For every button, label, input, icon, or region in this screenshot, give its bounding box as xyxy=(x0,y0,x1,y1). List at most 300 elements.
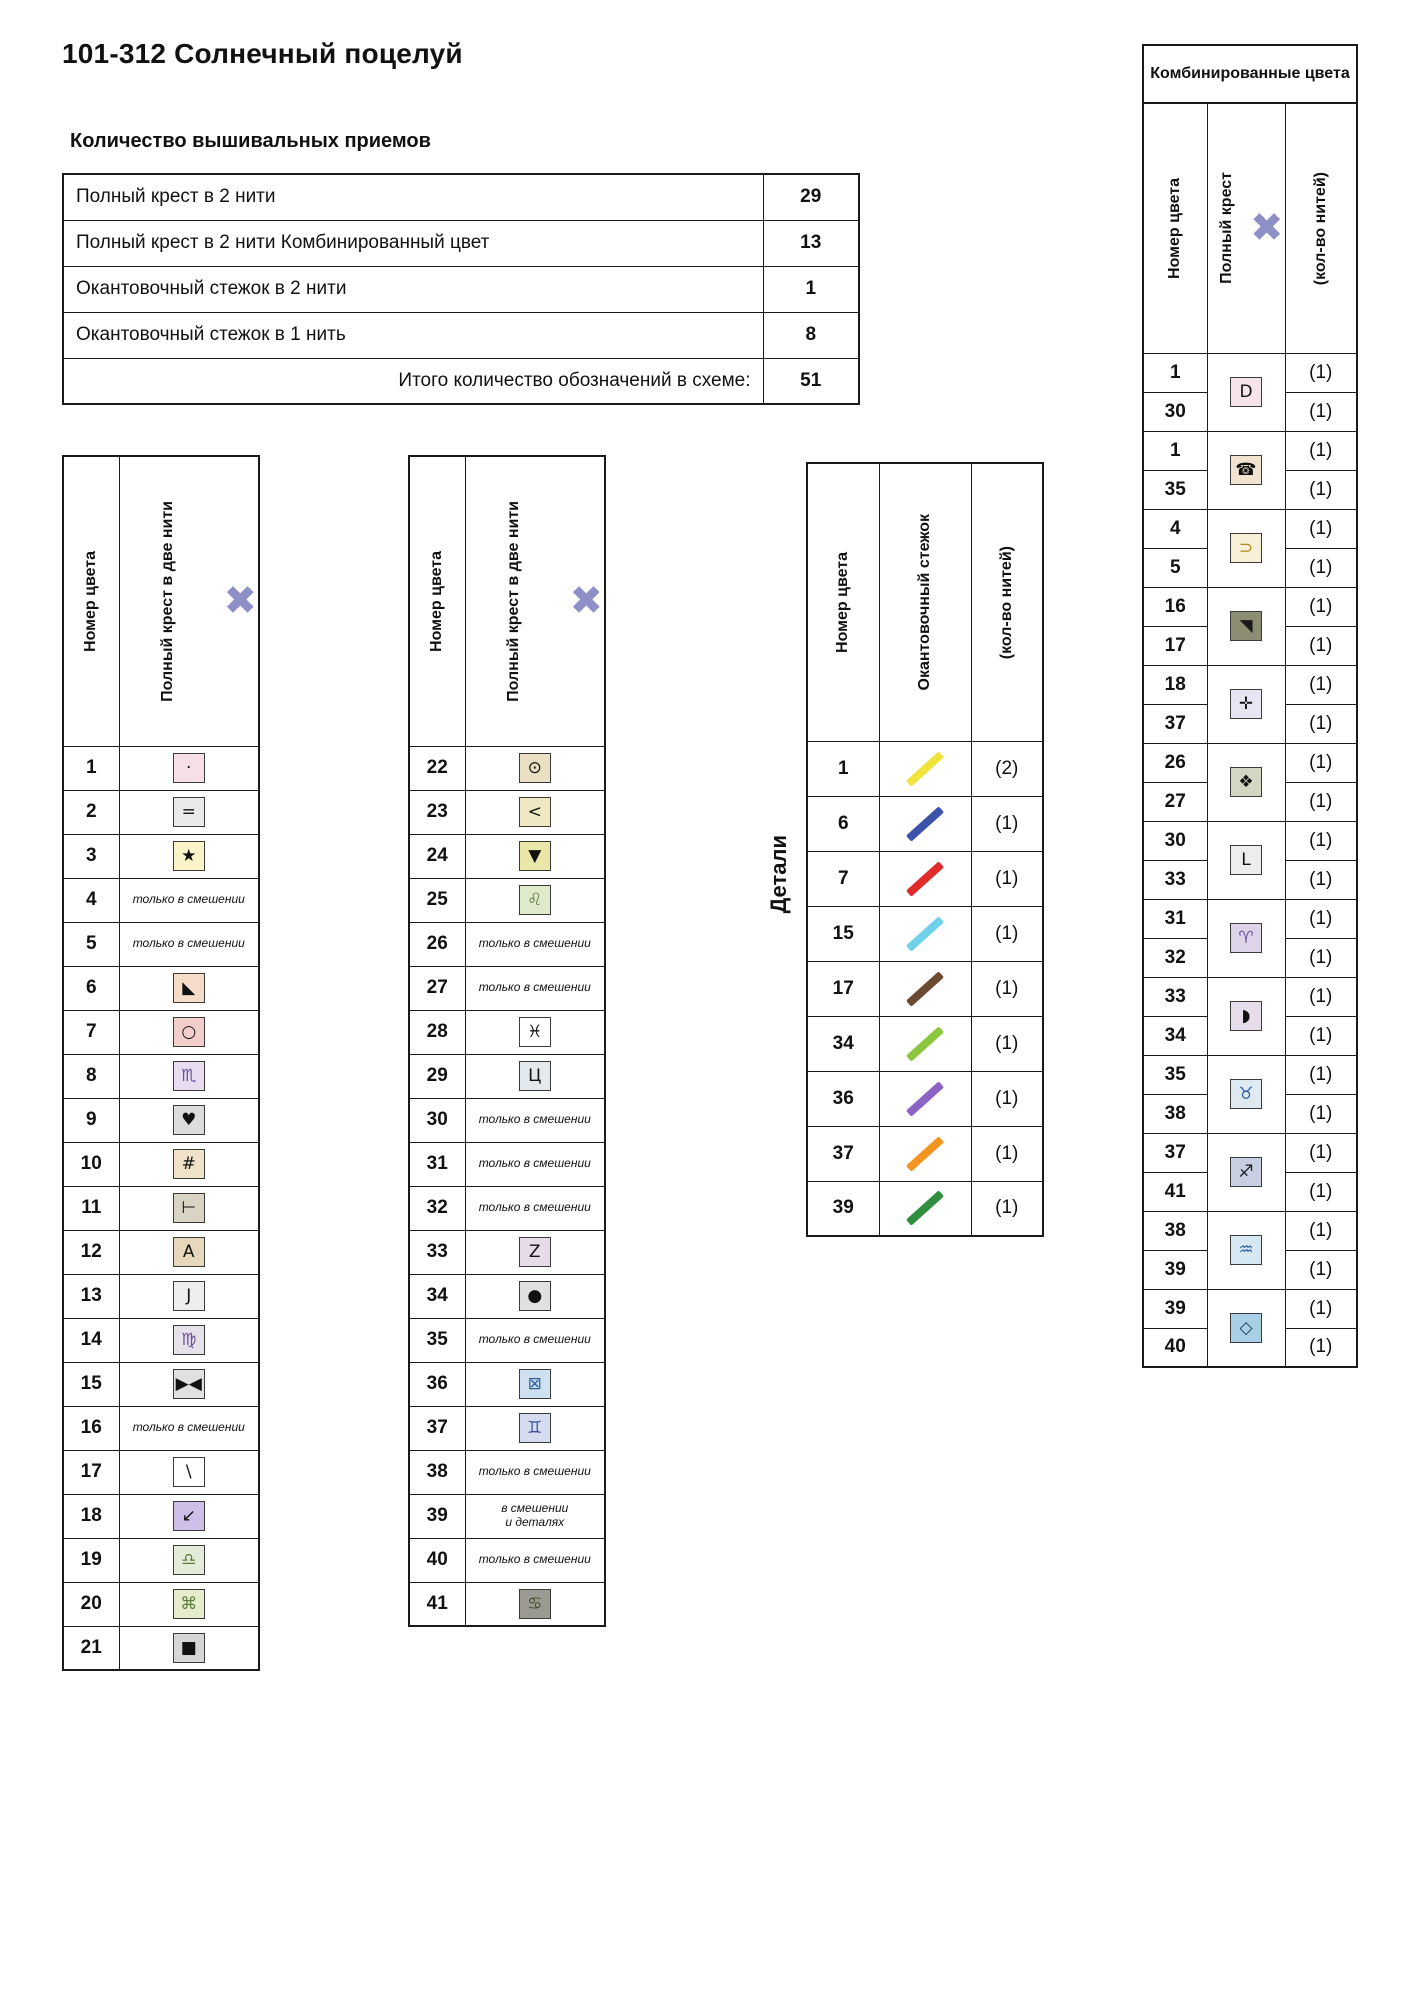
table-row xyxy=(63,1274,259,1318)
mix-only-note: только в смешении xyxy=(465,1142,605,1186)
thread-count-cell: (2) xyxy=(971,741,1043,796)
table-row xyxy=(409,1538,605,1582)
thread-count-cell: (1) xyxy=(1285,743,1357,782)
table-row xyxy=(807,741,1043,796)
legend-table-1 xyxy=(62,455,260,1671)
stitch-symbol-icon: ▼ xyxy=(519,841,551,871)
color-number-cell: 16 xyxy=(63,1406,119,1450)
symbol-chip xyxy=(119,1362,259,1406)
color-number-cell: 1 xyxy=(1143,353,1207,392)
color-number-cell: 17 xyxy=(63,1450,119,1494)
table-row xyxy=(63,266,859,312)
header-color-number-2: Номер цвета xyxy=(409,456,465,746)
stitch-symbol-icon: ♊ xyxy=(519,1413,551,1443)
thread-count-cell: (1) xyxy=(1285,587,1357,626)
thread-count-cell: (1) xyxy=(1285,977,1357,1016)
color-number-cell: 4 xyxy=(1143,509,1207,548)
color-number-cell: 37 xyxy=(807,1126,879,1181)
color-number-cell: 10 xyxy=(63,1142,119,1186)
symbol-chip xyxy=(119,1098,259,1142)
symbol-chip xyxy=(119,1274,259,1318)
thread-count-cell: (1) xyxy=(1285,1094,1357,1133)
table-row xyxy=(409,790,605,834)
color-number-cell: 28 xyxy=(409,1010,465,1054)
stitch-symbol-icon: Z xyxy=(519,1237,551,1267)
thread-count-cell: (1) xyxy=(1285,353,1357,392)
stitch-symbol-icon: ■ xyxy=(173,1633,205,1663)
stitch-symbol-icon: ★ xyxy=(173,841,205,871)
thread-count-cell: (1) xyxy=(1285,821,1357,860)
stitch-count-summary-table xyxy=(62,173,860,405)
table-row xyxy=(807,796,1043,851)
thread-count-cell: (1) xyxy=(1285,782,1357,821)
table-row xyxy=(1143,1211,1357,1250)
color-number-cell: 6 xyxy=(807,796,879,851)
mix-only-note: только в смешении xyxy=(119,878,259,922)
symbol-chip xyxy=(1207,1133,1285,1211)
mix-only-note: только в смешении xyxy=(465,1186,605,1230)
stitch-symbol-icon: ♐ xyxy=(1230,1157,1262,1187)
table-row xyxy=(63,1230,259,1274)
symbol-chip xyxy=(465,1054,605,1098)
stitch-symbol-icon: < xyxy=(519,797,551,827)
color-number-cell: 24 xyxy=(409,834,465,878)
color-number-cell: 36 xyxy=(409,1362,465,1406)
table-row xyxy=(63,1406,259,1450)
stitch-symbol-icon: ⊠ xyxy=(519,1369,551,1399)
symbol-chip xyxy=(1207,977,1285,1055)
symbol-chip xyxy=(465,1362,605,1406)
symbol-chip xyxy=(1207,431,1285,509)
color-number-cell: 30 xyxy=(1143,821,1207,860)
details-table xyxy=(806,462,1044,1237)
stitch-symbol-icon: ⊃ xyxy=(1230,533,1262,563)
table-row xyxy=(63,312,859,358)
table-row xyxy=(1143,899,1357,938)
stitch-symbol-icon: A xyxy=(173,1237,205,1267)
color-number-cell: 39 xyxy=(409,1494,465,1538)
table-row xyxy=(63,790,259,834)
symbol-chip xyxy=(465,1406,605,1450)
edging-stitch-swatch xyxy=(879,851,971,906)
table-row xyxy=(1143,977,1357,1016)
table-row xyxy=(63,1626,259,1670)
stitch-line-icon xyxy=(906,916,944,951)
thread-count-cell: (1) xyxy=(1285,470,1357,509)
thread-count-cell: (1) xyxy=(1285,860,1357,899)
color-number-cell: 27 xyxy=(409,966,465,1010)
table-row xyxy=(63,1318,259,1362)
header-thread-count-combined: (кол-во нитей) xyxy=(1285,103,1357,353)
stitch-symbol-icon: ♎ xyxy=(173,1545,205,1575)
edging-stitch-swatch xyxy=(879,796,971,851)
symbol-chip xyxy=(1207,1055,1285,1133)
color-number-cell: 15 xyxy=(807,906,879,961)
color-number-cell: 2 xyxy=(63,790,119,834)
table-row xyxy=(1143,1289,1357,1328)
color-number-cell: 15 xyxy=(63,1362,119,1406)
symbol-chip xyxy=(119,1054,259,1098)
stitch-line-icon xyxy=(906,1026,944,1061)
thread-count-cell: (1) xyxy=(1285,938,1357,977)
table-row xyxy=(409,966,605,1010)
color-number-cell: 39 xyxy=(1143,1250,1207,1289)
thread-count-cell: (1) xyxy=(1285,509,1357,548)
table-row xyxy=(1143,1133,1357,1172)
color-number-cell: 7 xyxy=(807,851,879,906)
color-number-cell: 8 xyxy=(63,1054,119,1098)
stitch-symbol-icon: ⊢ xyxy=(173,1193,205,1223)
color-number-cell: 5 xyxy=(63,922,119,966)
table-row xyxy=(409,1230,605,1274)
symbol-chip xyxy=(465,790,605,834)
symbol-chip xyxy=(119,1582,259,1626)
color-number-cell: 20 xyxy=(63,1582,119,1626)
summary-label: Полный крест в 2 нити Комбинированный цвет xyxy=(63,220,763,266)
table-row xyxy=(807,1071,1043,1126)
symbol-chip xyxy=(1207,821,1285,899)
color-number-cell: 40 xyxy=(409,1538,465,1582)
stitch-symbol-icon: ❖ xyxy=(1230,767,1262,797)
table-row xyxy=(63,174,859,220)
summary-label: Полный крест в 2 нити xyxy=(63,174,763,220)
symbol-chip xyxy=(119,1010,259,1054)
thread-count-cell: (1) xyxy=(1285,704,1357,743)
color-number-cell: 13 xyxy=(63,1274,119,1318)
stitch-symbol-icon: Ц xyxy=(519,1061,551,1091)
symbol-chip xyxy=(119,1142,259,1186)
symbol-chip xyxy=(119,834,259,878)
summary-value: 1 xyxy=(763,266,859,312)
combined-colors-header: Комбинированные цвета xyxy=(1142,44,1358,102)
stitch-symbol-icon: L xyxy=(1230,845,1262,875)
thread-count-cell: (1) xyxy=(1285,431,1357,470)
table-row xyxy=(1143,509,1357,548)
mix-only-note: только в смешении xyxy=(465,922,605,966)
symbol-chip xyxy=(119,1318,259,1362)
edging-stitch-swatch xyxy=(879,1181,971,1236)
color-number-cell: 17 xyxy=(1143,626,1207,665)
stitch-symbol-icon: ◥ xyxy=(1230,611,1262,641)
symbol-chip xyxy=(465,1274,605,1318)
color-number-cell: 1 xyxy=(807,741,879,796)
color-number-cell: 37 xyxy=(1143,1133,1207,1172)
mix-only-note: только в смешении xyxy=(465,966,605,1010)
color-number-cell: 30 xyxy=(1143,392,1207,431)
table-row xyxy=(409,1450,605,1494)
mix-and-details-note: в смешении и деталях xyxy=(465,1494,605,1538)
symbol-chip xyxy=(1207,353,1285,431)
color-number-cell: 26 xyxy=(409,922,465,966)
summary-value: 13 xyxy=(763,220,859,266)
table-row xyxy=(409,1274,605,1318)
color-number-cell: 35 xyxy=(409,1318,465,1362)
table-row xyxy=(63,1054,259,1098)
stitch-line-icon xyxy=(906,751,944,786)
table-row xyxy=(409,878,605,922)
table-row xyxy=(63,1494,259,1538)
edging-stitch-swatch xyxy=(879,1071,971,1126)
color-number-cell: 31 xyxy=(409,1142,465,1186)
table-row xyxy=(409,834,605,878)
mix-only-note: только в смешении xyxy=(119,922,259,966)
color-number-cell: 34 xyxy=(807,1016,879,1071)
table-row xyxy=(63,358,859,404)
thread-count-cell: (1) xyxy=(1285,1328,1357,1367)
stitch-symbol-icon: ♒ xyxy=(1230,1235,1262,1265)
thread-count-cell: (1) xyxy=(1285,548,1357,587)
table-row xyxy=(409,1186,605,1230)
section-subtitle: Количество вышивальных приемов xyxy=(70,130,431,152)
stitch-symbol-icon: \ xyxy=(173,1457,205,1487)
table-row xyxy=(1143,353,1357,392)
color-number-cell: 25 xyxy=(409,878,465,922)
legend-table-2 xyxy=(408,455,606,1627)
symbol-chip xyxy=(119,966,259,1010)
stitch-symbol-icon: ♋ xyxy=(519,1589,551,1619)
table-row xyxy=(409,1010,605,1054)
table-row xyxy=(1143,743,1357,782)
symbol-chip xyxy=(119,746,259,790)
stitch-symbol-icon: ☎ xyxy=(1230,455,1262,485)
thread-count-cell: (1) xyxy=(1285,1133,1357,1172)
table-row xyxy=(409,746,605,790)
summary-value: 51 xyxy=(763,358,859,404)
color-number-cell: 18 xyxy=(1143,665,1207,704)
stitch-symbol-icon: ♍ xyxy=(173,1325,205,1355)
table-row xyxy=(409,1494,605,1538)
color-number-cell: 19 xyxy=(63,1538,119,1582)
symbol-chip xyxy=(119,1626,259,1670)
stitch-line-icon xyxy=(906,1081,944,1116)
symbol-chip xyxy=(119,1186,259,1230)
stitch-symbol-icon: · xyxy=(173,753,205,783)
thread-count-cell: (1) xyxy=(1285,1172,1357,1211)
color-number-cell: 33 xyxy=(1143,860,1207,899)
stitch-symbol-icon: ⌘ xyxy=(173,1589,205,1619)
summary-value: 8 xyxy=(763,312,859,358)
thread-count-cell: (1) xyxy=(971,906,1043,961)
details-label: Детали xyxy=(766,835,791,914)
color-number-cell: 30 xyxy=(409,1098,465,1142)
table-row xyxy=(63,1098,259,1142)
table-row xyxy=(409,1582,605,1626)
color-number-cell: 14 xyxy=(63,1318,119,1362)
symbol-chip xyxy=(465,1230,605,1274)
table-row xyxy=(63,922,259,966)
table-row xyxy=(807,1016,1043,1071)
header-full-cross-1: Полный крест в две нити ✖ xyxy=(119,456,259,746)
symbol-chip xyxy=(1207,509,1285,587)
color-number-cell: 21 xyxy=(63,1626,119,1670)
color-number-cell: 41 xyxy=(1143,1172,1207,1211)
table-row xyxy=(63,1142,259,1186)
header-full-cross-combined: Полный крест ✖ xyxy=(1207,103,1285,353)
table-row xyxy=(409,1098,605,1142)
header-color-number-1: Номер цвета xyxy=(63,456,119,746)
stitch-line-icon xyxy=(906,806,944,841)
symbol-chip xyxy=(465,746,605,790)
stitch-symbol-icon: ▶◀ xyxy=(173,1369,205,1399)
symbol-chip xyxy=(119,1494,259,1538)
table-row xyxy=(807,1126,1043,1181)
color-number-cell: 40 xyxy=(1143,1328,1207,1367)
thread-count-cell: (1) xyxy=(1285,1055,1357,1094)
color-number-cell: 23 xyxy=(409,790,465,834)
stitch-symbol-icon: ♓ xyxy=(519,1017,551,1047)
symbol-chip xyxy=(119,1230,259,1274)
table-row xyxy=(1143,1055,1357,1094)
mix-only-note: только в смешении xyxy=(119,1406,259,1450)
symbol-chip xyxy=(119,1538,259,1582)
color-number-cell: 17 xyxy=(807,961,879,1016)
combined-colors-table xyxy=(1142,102,1358,1368)
edging-stitch-swatch xyxy=(879,1016,971,1071)
stitch-line-icon xyxy=(906,861,944,896)
thread-count-cell: (1) xyxy=(1285,665,1357,704)
color-number-cell: 36 xyxy=(807,1071,879,1126)
color-number-cell: 37 xyxy=(409,1406,465,1450)
stitch-symbol-icon: ↙ xyxy=(173,1501,205,1531)
symbol-chip xyxy=(1207,899,1285,977)
thread-count-cell: (1) xyxy=(1285,1289,1357,1328)
edging-stitch-swatch xyxy=(879,961,971,1016)
thread-count-cell: (1) xyxy=(1285,899,1357,938)
color-number-cell: 27 xyxy=(1143,782,1207,821)
thread-count-cell: (1) xyxy=(1285,626,1357,665)
table-row xyxy=(1143,665,1357,704)
stitch-symbol-icon: ◇ xyxy=(1230,1313,1262,1343)
color-number-cell: 32 xyxy=(409,1186,465,1230)
summary-label: Окантовочный стежок в 2 нити xyxy=(63,266,763,312)
table-row xyxy=(63,1186,259,1230)
stitch-symbol-icon: ○ xyxy=(173,1017,205,1047)
color-number-cell: 38 xyxy=(1143,1211,1207,1250)
thread-count-cell: (1) xyxy=(971,796,1043,851)
edging-stitch-swatch xyxy=(879,906,971,961)
table-row xyxy=(409,1406,605,1450)
table-row xyxy=(409,1142,605,1186)
summary-value: 29 xyxy=(763,174,859,220)
color-number-cell: 7 xyxy=(63,1010,119,1054)
color-number-cell: 32 xyxy=(1143,938,1207,977)
mix-only-note: только в смешении xyxy=(465,1450,605,1494)
stitch-symbol-icon: J xyxy=(173,1281,205,1311)
table-row xyxy=(1143,431,1357,470)
mix-only-note: только в смешении xyxy=(465,1098,605,1142)
table-row xyxy=(63,220,859,266)
cross-stitch-icon: ✖ xyxy=(223,578,257,625)
thread-count-cell: (1) xyxy=(1285,1211,1357,1250)
color-number-cell: 31 xyxy=(1143,899,1207,938)
thread-count-cell: (1) xyxy=(971,851,1043,906)
color-number-cell: 12 xyxy=(63,1230,119,1274)
table-row xyxy=(807,1181,1043,1236)
table-row xyxy=(409,1362,605,1406)
stitch-symbol-icon: = xyxy=(173,797,205,827)
table-row xyxy=(63,966,259,1010)
stitch-symbol-icon: ♈ xyxy=(1230,923,1262,953)
color-number-cell: 33 xyxy=(409,1230,465,1274)
symbol-chip xyxy=(465,834,605,878)
color-number-cell: 34 xyxy=(409,1274,465,1318)
symbol-chip xyxy=(465,1010,605,1054)
symbol-chip xyxy=(465,878,605,922)
thread-count-cell: (1) xyxy=(1285,1016,1357,1055)
header-thread-count-details: (кол-во нитей) xyxy=(971,463,1043,741)
stitch-symbol-icon: ♉ xyxy=(1230,1079,1262,1109)
mix-only-note: только в смешении xyxy=(465,1318,605,1362)
table-row xyxy=(1143,821,1357,860)
symbol-chip xyxy=(1207,1211,1285,1289)
table-row xyxy=(63,1362,259,1406)
stitch-symbol-icon: ♥ xyxy=(173,1105,205,1135)
color-number-cell: 35 xyxy=(1143,470,1207,509)
table-row xyxy=(63,834,259,878)
color-number-cell: 11 xyxy=(63,1186,119,1230)
color-number-cell: 4 xyxy=(63,878,119,922)
table-row xyxy=(63,746,259,790)
table-row xyxy=(409,1318,605,1362)
thread-count-cell: (1) xyxy=(971,1126,1043,1181)
color-number-cell: 3 xyxy=(63,834,119,878)
symbol-chip xyxy=(1207,665,1285,743)
header-color-number-details: Номер цвета xyxy=(807,463,879,741)
color-number-cell: 22 xyxy=(409,746,465,790)
color-number-cell: 18 xyxy=(63,1494,119,1538)
color-number-cell: 1 xyxy=(1143,431,1207,470)
stitch-symbol-icon: D xyxy=(1230,377,1262,407)
symbol-chip xyxy=(119,1450,259,1494)
color-number-cell: 9 xyxy=(63,1098,119,1142)
color-number-cell: 37 xyxy=(1143,704,1207,743)
summary-label: Итого количество обозначений в схеме: xyxy=(63,358,763,404)
color-number-cell: 1 xyxy=(63,746,119,790)
header-color-number-combined: Номер цвета xyxy=(1143,103,1207,353)
color-number-cell: 26 xyxy=(1143,743,1207,782)
stitch-symbol-icon: ● xyxy=(519,1281,551,1311)
symbol-chip xyxy=(1207,743,1285,821)
table-row xyxy=(63,1538,259,1582)
page-title: 101-312 Солнечный поцелуй xyxy=(62,38,463,69)
table-row xyxy=(409,1054,605,1098)
table-row xyxy=(63,1582,259,1626)
thread-count-cell: (1) xyxy=(1285,392,1357,431)
table-row xyxy=(63,1010,259,1054)
stitch-line-icon xyxy=(906,971,944,1006)
table-row xyxy=(63,878,259,922)
color-number-cell: 39 xyxy=(807,1181,879,1236)
stitch-symbol-icon: ◗ xyxy=(1230,1001,1262,1031)
table-row xyxy=(63,1450,259,1494)
color-number-cell: 38 xyxy=(1143,1094,1207,1133)
color-number-cell: 16 xyxy=(1143,587,1207,626)
stitch-line-icon xyxy=(906,1191,944,1226)
symbol-chip xyxy=(465,1582,605,1626)
thread-count-cell: (1) xyxy=(971,961,1043,1016)
color-number-cell: 34 xyxy=(1143,1016,1207,1055)
color-number-cell: 38 xyxy=(409,1450,465,1494)
color-number-cell: 39 xyxy=(1143,1289,1207,1328)
color-number-cell: 5 xyxy=(1143,548,1207,587)
symbol-chip xyxy=(1207,587,1285,665)
stitch-symbol-icon: ⊙ xyxy=(519,753,551,783)
stitch-symbol-icon: ♌ xyxy=(519,885,551,915)
symbol-chip xyxy=(1207,1289,1285,1367)
edging-stitch-swatch xyxy=(879,741,971,796)
color-number-cell: 41 xyxy=(409,1582,465,1626)
stitch-symbol-icon: # xyxy=(173,1149,205,1179)
